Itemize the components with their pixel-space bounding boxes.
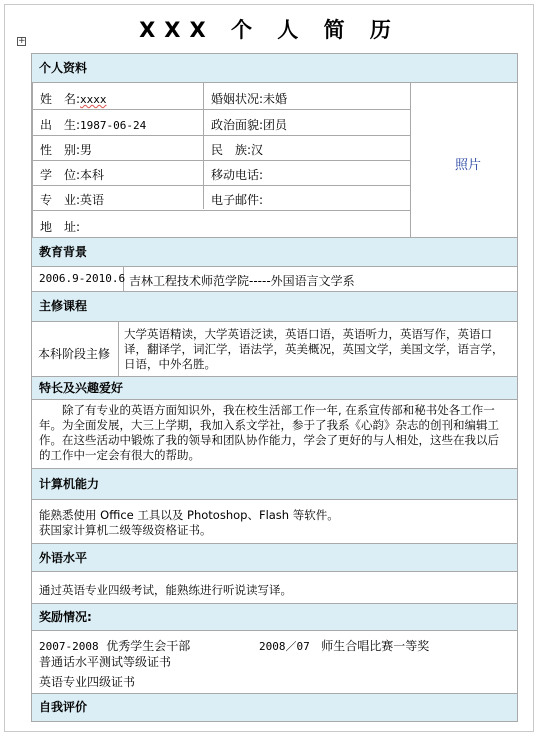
award-item: 普通话水平测试等级证书 [39,655,172,669]
email-field: 电子邮件: [211,193,264,207]
section-computer: 计算机能力 [32,469,517,500]
courses-label: 本科阶段主修 [38,347,111,361]
computer-text: 能熟悉使用 Office 工具以及 Photoshop、Flash 等软件。 获国家计算机二级等级资格证书。 [39,508,339,537]
resume-table [31,53,518,722]
education-period: 2006.9-2010.6 [39,272,126,285]
name-field: 姓 名:xxxx [40,92,107,106]
section-awards: 奖励情况: [32,604,517,631]
section-language: 外语水平 [32,544,517,572]
address-field: 地 址: [40,220,81,234]
award-item: 英语专业四级证书 [39,675,136,689]
award-item: 2008／07 师生合唱比赛一等奖 [259,639,430,653]
phone-field: 移动电话: [211,168,264,182]
courses-list: 大学英语精读，大学英语泛读，英语口语，英语听力，英语写作，英语口 译，翻译学，词汇学，语法学，英美概况，英国文学，美国文学，语言学， 日语，中外名胜。 [124,327,504,371]
table-move-handle-icon[interactable]: + [18,36,26,46]
page-title: XXX 个 人 简 历 [139,18,400,42]
degree-field: 学 位:本科 [40,168,105,182]
major-field: 专 业:英语 [40,193,105,207]
award-item: 2007-2008 优秀学生会干部 [39,639,191,653]
ethnic-field: 民 族:汉 [211,143,264,157]
section-self-evaluation: 自我评价 [32,694,517,721]
education-school: 吉林工程技术师范学院-----外国语言文学系 [129,274,355,288]
section-personal: 个人资料 [32,54,517,83]
section-skills: 特长及兴趣爱好 [32,377,517,400]
section-education: 教育背景 [32,238,517,267]
section-courses: 主修课程 [32,292,517,322]
photo-placeholder: 照片 [455,158,482,173]
language-text: 通过英语专业四级考试，能熟练进行听说读写译。 [39,583,292,597]
skills-text: 除了有专业的英语方面知识外，我在校生活部工作一年, 在系宣传部和秘书处各工作一 年。为全面发展，大三上学期，我加入系文学社，参于了我系《心韵》杂志的创刊和编辑工 作。在这些活动中锻炼了我的领导和团队协作能力，学会了更好的与人相处，这些在我以后 的工作中一定会有很大的帮助。 [39,403,499,462]
politics-field: 政治面貌:团员 [211,118,288,132]
marital-field: 婚姻状况:未婚 [211,92,288,106]
gender-field: 性 别:男 [40,143,93,157]
birth-field: 出 生:1987-06-24 [40,118,147,132]
